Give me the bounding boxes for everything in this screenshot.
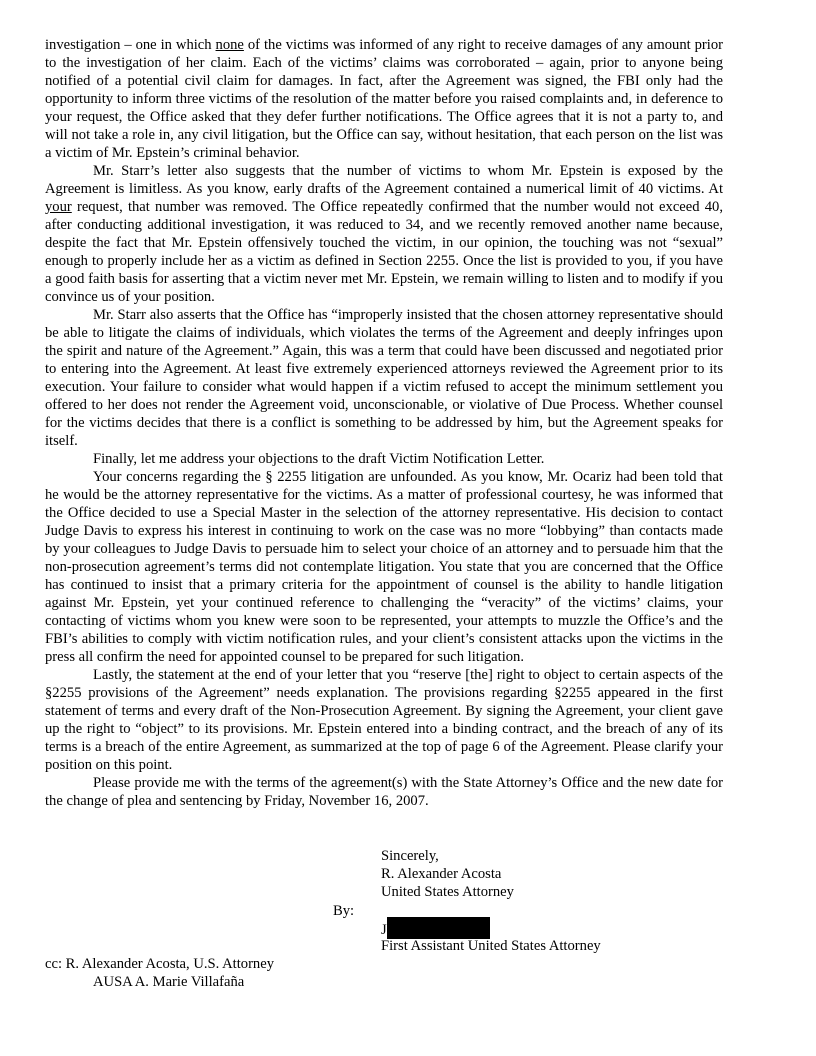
paragraph-victim-limit [45, 162, 723, 306]
text-run: of the victims was informed of any right to receive damages of any amount prior to the investigation of her claim. Each of the victims’ claims was corroborated – again, prior to anyone being notified of a potential civil claim for damages. In fact, after the Agreement was signed, the FBI only had the opportunity to inform three victims of the resolution of the matter before you raised complaints and, in deference to your request, the Office asked that they defer further notifications. The Office agrees that it is not a party to, and will not take a role in, any civil litigation, but the Office can say, without hesitation, that each person on the list was a victim of Mr. Epstein’s criminal behavior. [45, 37, 723, 161]
redaction-box [387, 917, 490, 939]
underlined-word: your [45, 199, 72, 215]
letter-body [45, 36, 723, 810]
closing-sincerely: Sincerely, [381, 848, 439, 864]
paragraph-attorney-representative: Mr. Starr also asserts that the Office has “improperly insisted that the chosen attorney representative should be able to litigate the claims of individuals, which violates the terms of the Agreement and deeply infringes upon the spirit and nature of the Agreement.” Again, this was a term that could have been discussed and negotiated prior to entering into the Agreement. At least five extremely experienced attorneys reviewed the Agreement prior to its execution. Your failure to consider what would happen if a victim refused to accept the minimum settlement you offered to her does not render the Agreement void, unconscionable, or violative of Due Process. Whether counsel for the victims decides that there is a conflict is something to be addressed by him, but the Agreement speaks for itself. [45, 307, 723, 449]
underlined-word: none [215, 37, 244, 53]
by-label: By: [333, 903, 355, 919]
paragraph-request-terms: Please provide me with the terms of the agreement(s) with the State Attorney’s Office and the new date for the change of plea and sentencing by Friday, November 16, 2007. [45, 775, 723, 809]
signer-initial: J [381, 922, 387, 938]
cc-line-2: AUSA A. Marie Villafaña [93, 974, 245, 990]
paragraph-victims-claims [45, 36, 723, 162]
paragraph-notification-letter: Finally, let me address your objections to the draft Victim Notification Letter. [93, 451, 545, 467]
paragraph-reserve-right: Lastly, the statement at the end of your letter that you “reserve [the] right to object to certain aspects of the §2255 provisions of the Agreement” needs explanation. The provisions regarding §2255 appeared in the first statement of terms and every draft of the Non-Prosecution Agreement. By signing the Agreement, your client gave up the right to “object” to its provisions. Mr. Epstein entered into a binding contract, and the breach of any of its terms is a breach of the entire Agreement, as summarized at the top of page 6 of the Agreement. Please clarify your position on this point. [45, 667, 723, 773]
signer-title: First Assistant United States Attorney [381, 938, 601, 954]
cc-line-1: cc: R. Alexander Acosta, U.S. Attorney [45, 956, 274, 972]
signatory-title: United States Attorney [381, 884, 514, 900]
paragraph-2255-litigation: Your concerns regarding the § 2255 litigation are unfounded. As you know, Mr. Ocariz had been told that he would be the attorney representative for the victims. As a matter of professional courtesy, he was informed that the Office decided to use a Special Master in the selection of the attorney representative. His decision to contact Judge Davis to express his interest in continuing to work on the case was no more “lobbying” than contacts made by your colleagues to Judge Davis to persuade him to select your choice of an attorney and to persuade him that the non-prosecution agreement’s terms did not contemplate litigation. You state that you are concerned that the Office has continued to insist that a primary criteria for the appointment of counsel is the ability to handle litigation against Mr. Epstein, yet your continued reference to challenging the “veracity” of the victims’ claims, your contacting of victims whom you knew were soon to be represented, your attempts to muzzle the Office’s and the FBI’s abilities to comply with victim notification rules, and your client’s consistent attacks upon the victims in the press all confirm the need for appointed counsel to be prepared for such litigation. [45, 469, 723, 665]
signer-line [381, 917, 490, 939]
text-run: request, that number was removed. The Office repeatedly confirmed that the number would not exceed 40, after conducting additional investigation, it was reduced to 34, and we recently removed another name because, despite the fact that Mr. Epstein offensively touched the victim, in our opinion, the touching was not “sexual” enough to properly include her as a victim as defined in Section 2255. Once the list is provided to you, if you have a good faith basis for asserting that a victim never met Mr. Epstein, we remain willing to listen and to modify if you convince us of your position. [45, 199, 723, 305]
text-run: Mr. Starr’s letter also suggests that the number of victims to whom Mr. Epstein is exposed by the Agreement is limitless. As you know, early drafts of the Agreement contained a numerical limit of 40 victims. At [45, 163, 723, 197]
text-run: investigation – one in which [45, 37, 216, 53]
signatory-name: R. Alexander Acosta [381, 866, 502, 882]
